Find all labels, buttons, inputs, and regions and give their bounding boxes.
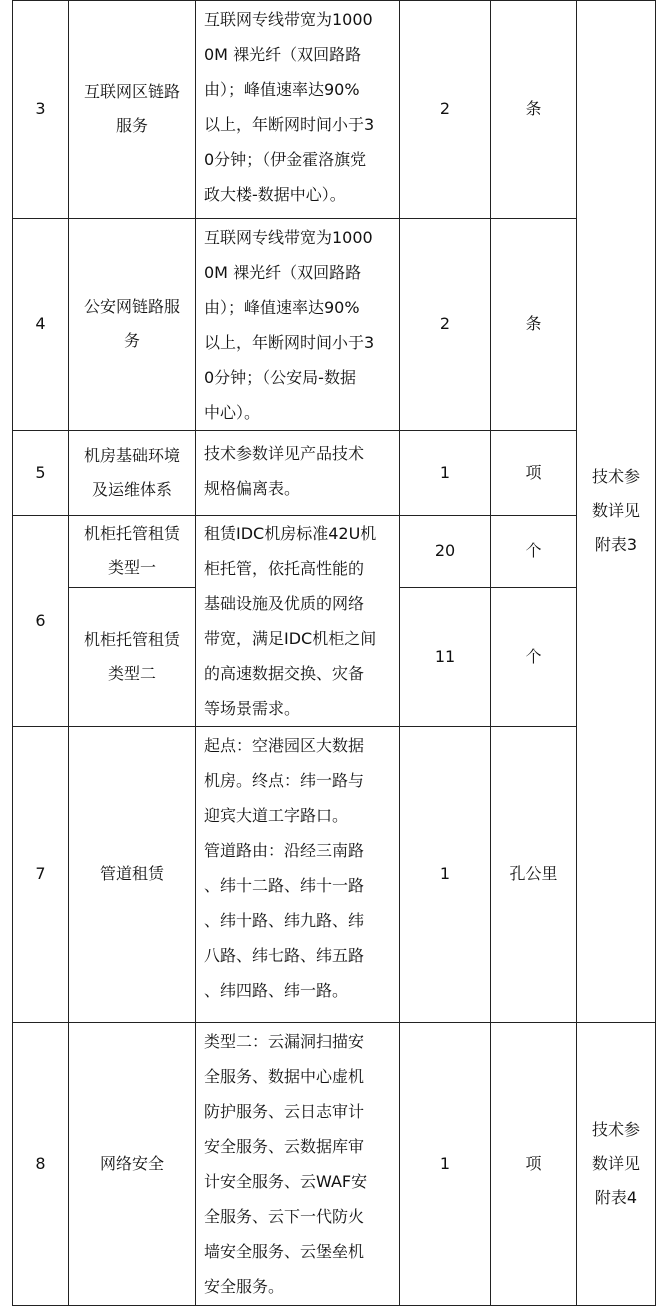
description-line: 起点：空港园区大数据 [204,736,365,755]
item-name-line: 网络安全 [99,1153,164,1173]
item-name-line: 机柜托管租赁 [83,524,180,543]
row-6-number [13,515,68,726]
note-merged-rows-3-7 [577,0,655,1022]
description-line: 基础设施及优质的网络 [204,594,365,613]
item-name-line: 互联网区链路 [83,82,180,101]
row-3-number [13,0,68,218]
row-6b-quantity [400,587,490,726]
row-4-number [13,218,68,430]
row-7-name [69,726,195,1022]
row-4-description [204,220,396,430]
row-7-description [204,728,396,1008]
row-8-quantity [400,1022,490,1305]
item-name-line: 服务 [115,116,148,135]
row-4-name [69,218,195,430]
item-number: 6 [35,610,46,630]
row-7-unit [491,726,576,1022]
row-5-name [69,430,195,515]
description-line: 中心）。 [204,403,261,422]
column-border [195,0,196,1305]
row-4-quantity [400,218,490,430]
row-8-unit [491,1022,576,1305]
item-number: 8 [35,1153,46,1173]
note-line: 数详见 [591,501,640,520]
unit: 项 [525,1153,542,1173]
description-line: 安全服务。 [204,1277,285,1296]
row-8-number [13,1022,68,1305]
unit: 个 [525,646,542,666]
description-line: 互联网专线带宽为1000 [204,10,373,29]
row-7-quantity [400,726,490,1022]
unit: 条 [525,99,542,118]
row-6a-quantity [400,515,490,587]
item-name-line: 务 [123,331,140,350]
unit: 条 [525,314,542,333]
description-line: 0M 裸光纤（双回路路 [204,45,362,64]
description-line: 技术参数详见产品技术 [204,444,365,463]
row-8-note [577,1022,655,1305]
description-line: 机房。终点：纬一路与 [204,771,365,790]
note-line: 技术参 [591,467,640,486]
row-6-description [204,516,396,726]
row-8-name [69,1022,195,1305]
item-number: 5 [35,462,46,482]
description-line: 0分钟；（伊金霍洛旗党 [204,150,367,169]
row-6b-unit [491,587,576,726]
row-3-description [204,2,396,212]
row-4-unit [491,218,576,430]
description-line: 全服务、云下一代防火 [204,1207,365,1226]
column-border [655,0,656,1305]
row-3-quantity [400,0,490,218]
description-line: 全服务、数据中心虚机 [204,1067,365,1086]
row-5-number [13,430,68,515]
description-line: 八路、纬七路、纬五路 [204,946,365,965]
note-line: 附表4 [594,1187,638,1207]
item-number: 3 [35,99,46,118]
item-name-line: 类型一 [107,558,156,577]
item-name-line: 机柜托管租赁 [83,629,180,649]
description-line: 政大楼-数据中心）。 [204,185,346,204]
description-line: 租赁IDC机房标准42U机 [204,524,377,543]
quantity: 1 [439,462,451,482]
description-line: 规格偏离表。 [204,479,301,498]
quantity: 1 [439,864,451,883]
item-number: 7 [35,864,46,883]
item-name-line: 及运维体系 [91,479,172,499]
description-line: 的高速数据交换、灾备 [204,664,365,683]
item-name-line: 机房基础环境 [83,445,180,465]
note-line: 数详见 [591,1153,640,1173]
description-line: 由）；峰值速率达90% [204,80,360,99]
row-3-unit [491,0,576,218]
description-line: 墙安全服务、云堡垒机 [204,1242,365,1261]
quantity: 2 [439,99,451,118]
row-6a-name [69,515,195,587]
unit: 个 [525,541,542,560]
description-line: 类型二：云漏洞扫描安 [204,1032,365,1051]
row-5-description [204,436,396,506]
item-name-line: 公安网链路服 [83,297,180,316]
description-line: 以上，年断网时间小于3 [204,333,375,352]
row-5-unit [491,430,576,515]
row-5-quantity [400,430,490,515]
row-6b-name [69,587,195,726]
row-border [12,1305,656,1306]
item-number: 4 [35,314,46,333]
quantity: 20 [434,541,456,560]
unit: 孔公里 [509,864,558,883]
description-line: 、纬十二路、纬十一路 [204,876,365,895]
description-line: 防护服务、云日志审计 [204,1102,365,1121]
description-line: 带宽，满足IDC机柜之间 [204,629,377,648]
description-line: 、纬四路、纬一路。 [204,981,349,1000]
unit: 项 [525,462,542,482]
description-line: 、纬十路、纬九路、纬 [204,911,365,930]
description-line: 等场景需求。 [204,699,301,718]
quantity: 2 [439,314,451,333]
description-line: 迎宾大道工字路口。 [204,806,349,825]
description-line: 柜托管，依托高性能的 [204,559,365,578]
note-line: 技术参 [591,1119,640,1139]
description-line: 安全服务、云数据库审 [204,1137,365,1156]
description-line: 由）；峰值速率达90% [204,298,360,317]
description-line: 管道路由：沿经三南路 [204,841,365,860]
description-line: 0分钟；（公安局-数据 [204,368,356,387]
note-line: 附表3 [594,535,638,554]
item-name-line: 管道租赁 [99,864,164,883]
description-line: 互联网专线带宽为1000 [204,228,373,247]
item-name-line: 类型二 [107,663,156,683]
row-7-number [13,726,68,1022]
row-8-description [204,1024,396,1304]
quantity: 11 [434,646,456,666]
row-3-name [69,0,195,218]
quantity: 1 [439,1153,451,1173]
description-line: 0M 裸光纤（双回路路 [204,263,362,282]
row-6a-unit [491,515,576,587]
description-line: 计安全服务、云WAF安 [204,1172,368,1191]
description-line: 以上，年断网时间小于3 [204,115,375,134]
